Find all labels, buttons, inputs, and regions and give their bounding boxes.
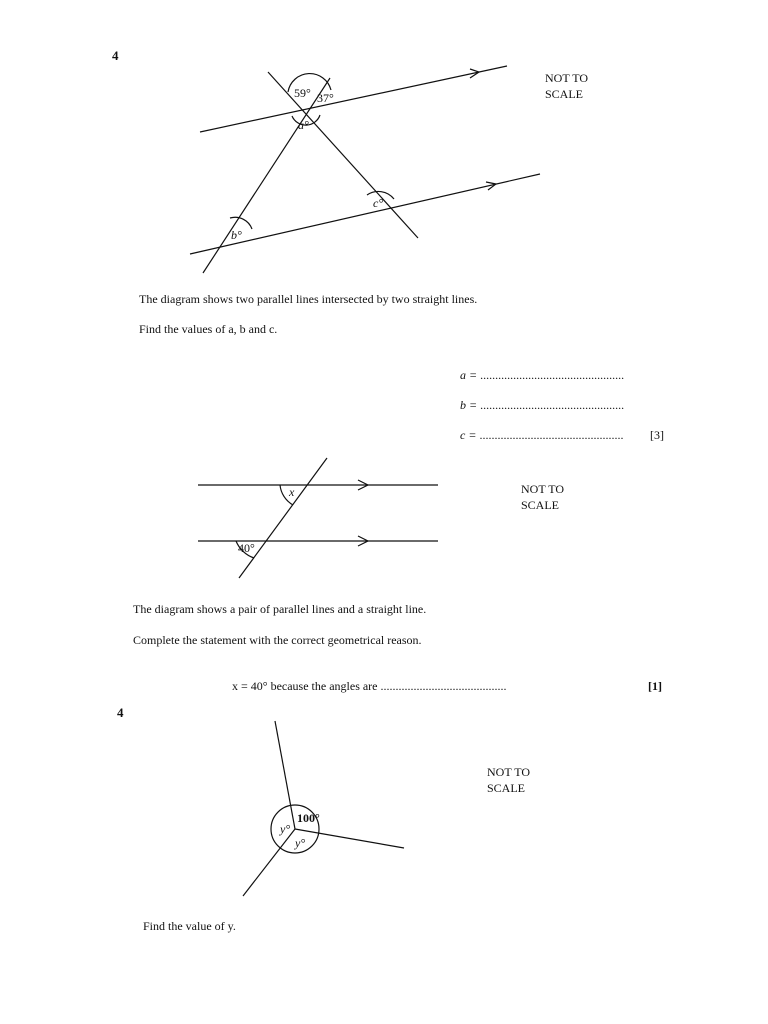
not-to-scale-line2: SCALE	[521, 498, 560, 512]
question-text: The diagram shows two parallel lines intersected by two straight lines.	[139, 292, 478, 306]
not-to-scale-note-2	[521, 481, 564, 513]
not-to-scale-line1: NOT TO	[545, 71, 589, 85]
answer-dots-b: ................................................	[480, 398, 625, 412]
q3-angle-label-100: 100°	[297, 811, 320, 825]
not-to-scale-line1: NOT TO	[521, 482, 565, 496]
q2-angle-label-40: 40°	[238, 541, 255, 555]
q2-question-text: The diagram shows a pair of parallel lines and a straight line.	[133, 602, 427, 616]
q3-angle-label-y1: y°	[280, 822, 291, 836]
q3-angle-label-y2: y°	[295, 836, 306, 850]
transversal-right	[268, 72, 418, 238]
answer-label-c: c =	[460, 428, 477, 442]
answer-label-b: b =	[460, 398, 478, 412]
q3-question-text: Find the value of y.	[143, 919, 236, 933]
answer-label-a: a =	[460, 368, 478, 382]
angle-label-37: 37°	[317, 91, 334, 105]
q3-ray-down-left	[243, 829, 295, 896]
angle-label-b: b°	[231, 228, 242, 242]
answer-line-c[interactable]	[460, 428, 623, 443]
q2-transversal	[239, 458, 327, 578]
q3-ray-right	[295, 829, 404, 848]
not-to-scale-note-3	[487, 764, 530, 796]
question-number: 4	[112, 48, 119, 63]
not-to-scale-note-1	[545, 70, 588, 102]
question-number-3: 4	[117, 705, 124, 720]
question-instruction: Find the values of a, b and c.	[139, 322, 278, 336]
q2-angle-label-x: x	[289, 485, 295, 499]
transversal-left	[203, 78, 330, 273]
answer-dots-c: ................................................	[479, 428, 624, 442]
not-to-scale-line2: SCALE	[545, 87, 584, 101]
not-to-scale-line2: SCALE	[487, 781, 526, 795]
parallel-line-bottom	[190, 174, 540, 254]
angle-label-a: a°	[298, 118, 309, 132]
angle-label-c: c°	[373, 196, 384, 210]
marks-q1: [3]	[650, 428, 664, 442]
angle-label-59: 59°	[294, 86, 311, 100]
q2-statement-answer-line[interactable]: x = 40° because the angles are ..........................................	[232, 679, 507, 693]
parallel-line-top	[200, 66, 507, 132]
answer-line-a[interactable]	[460, 368, 624, 383]
answer-line-b[interactable]	[460, 398, 624, 413]
marks-q2: [1]	[648, 679, 662, 693]
answer-dots-a: ................................................	[480, 368, 625, 382]
q2-instruction: Complete the statement with the correct geometrical reason.	[133, 633, 422, 647]
not-to-scale-line1: NOT TO	[487, 765, 531, 779]
